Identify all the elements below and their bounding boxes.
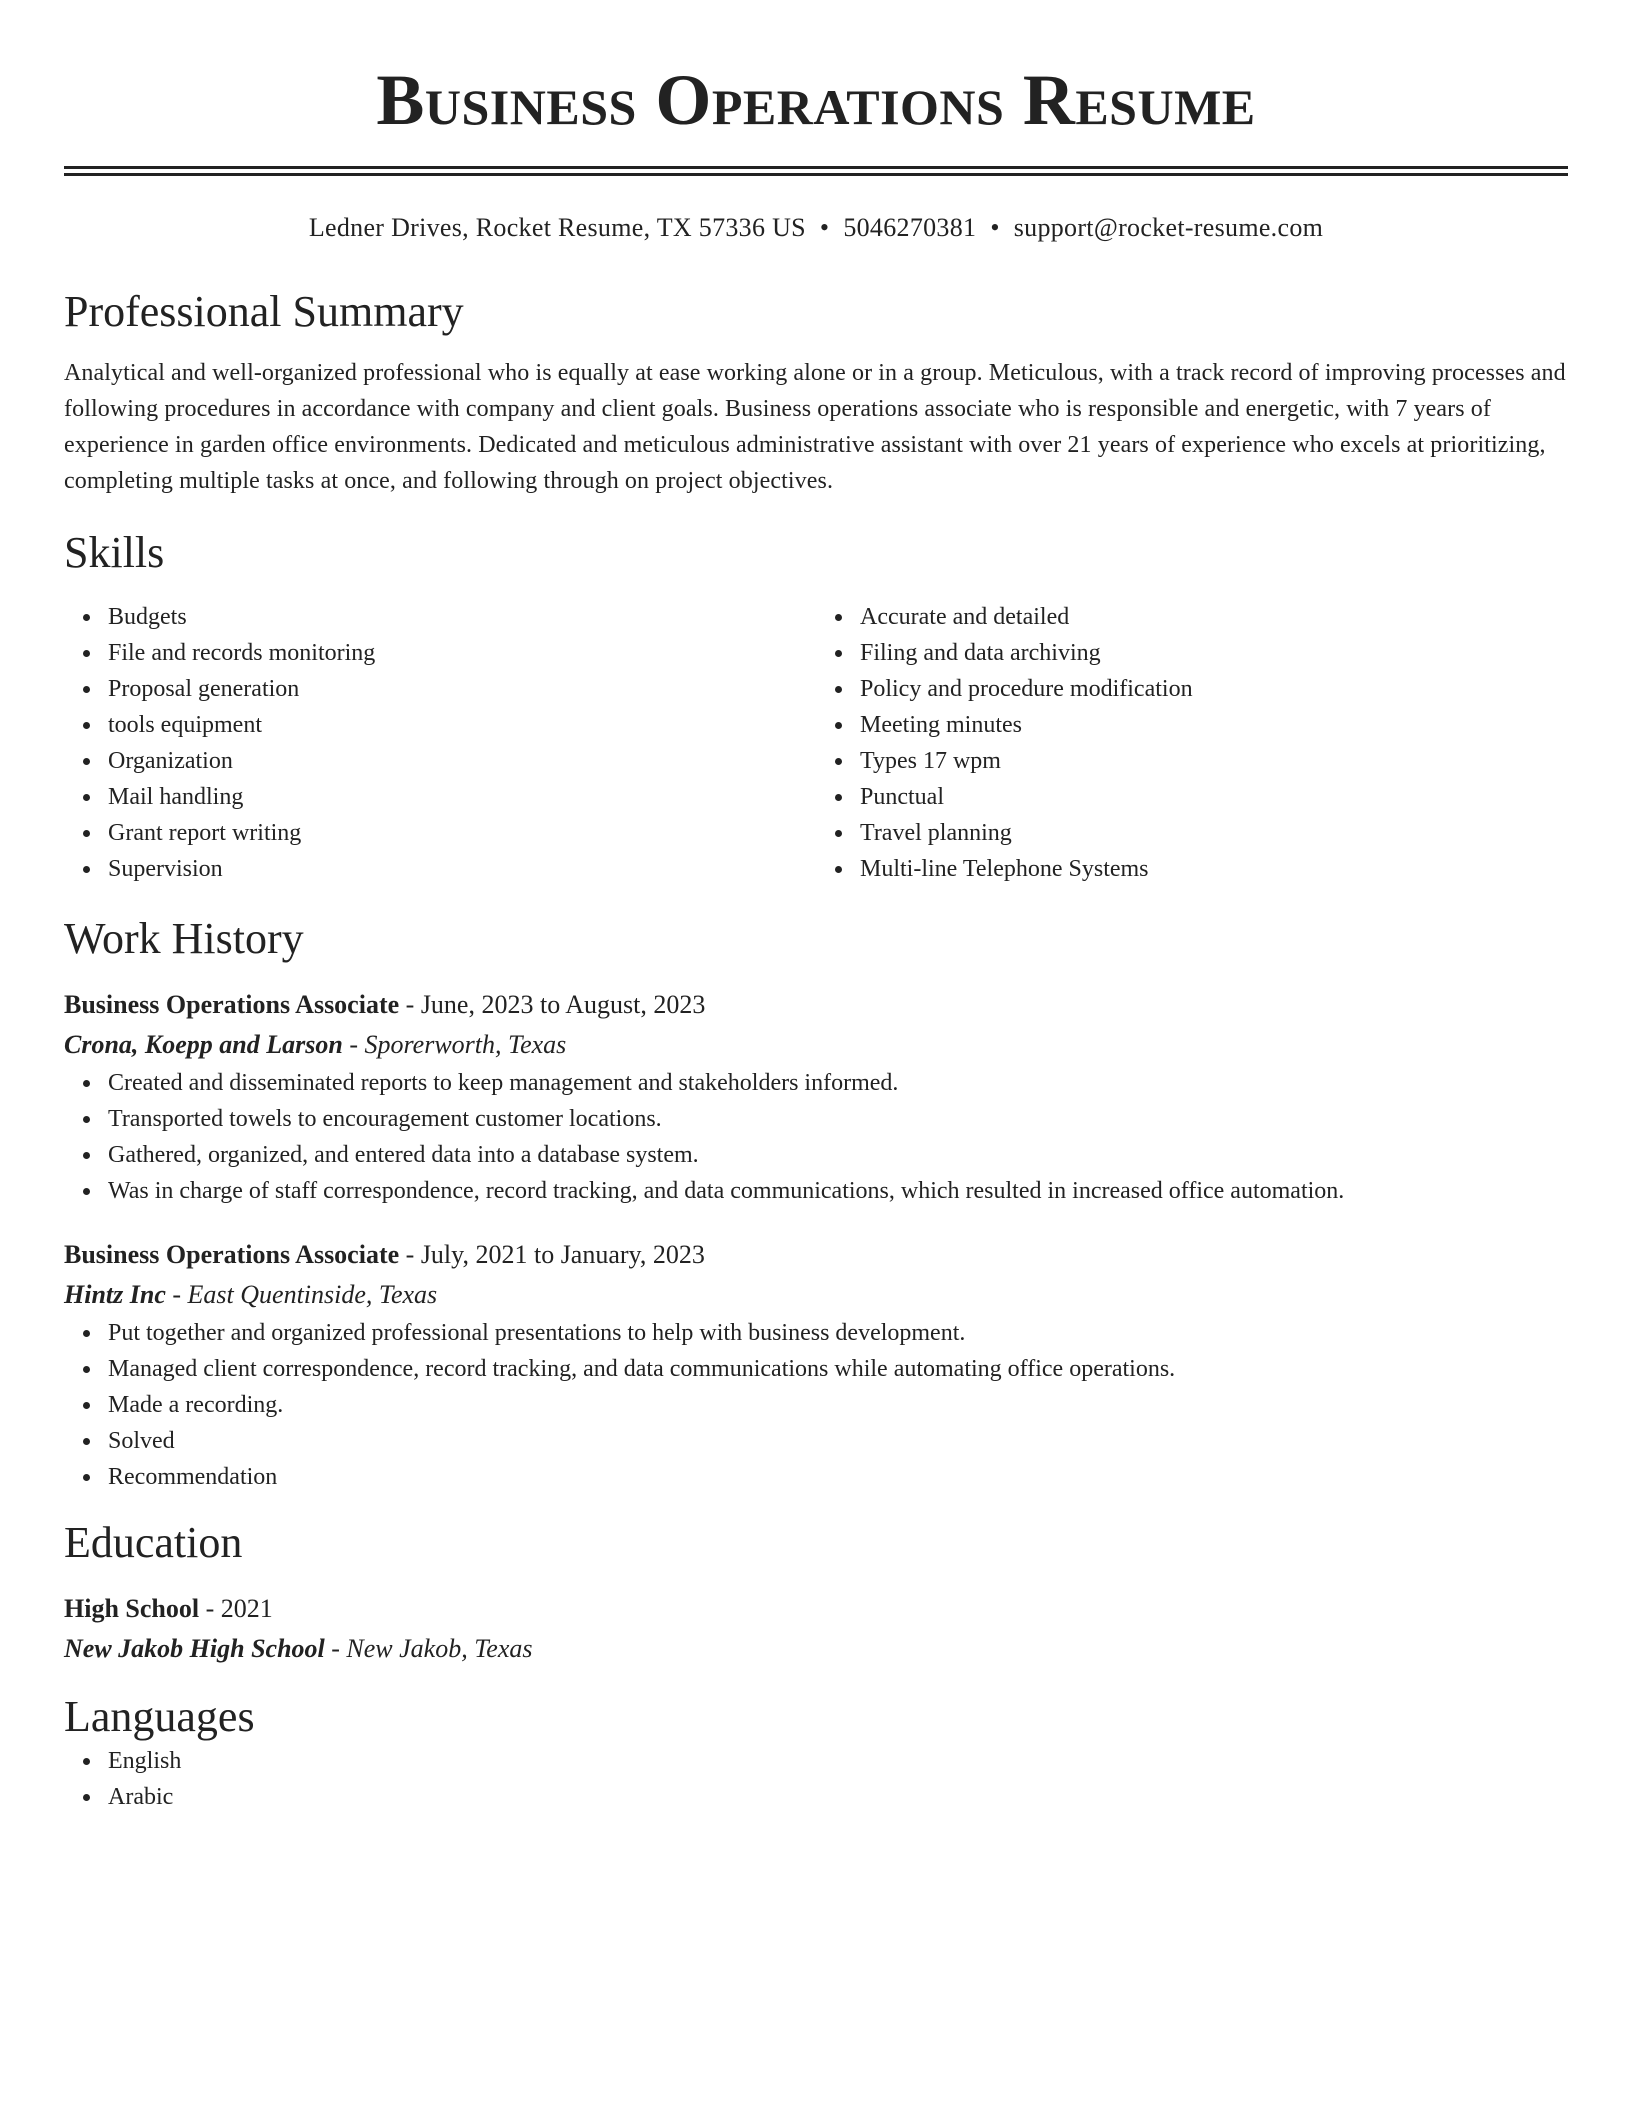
job-duty-item: Managed client correspondence, record tracking, and data communications while automating office operations. xyxy=(108,1351,1568,1387)
skill-item: Policy and procedure modification xyxy=(860,671,1568,707)
skill-item: Types 17 wpm xyxy=(860,743,1568,779)
skill-item: Grant report writing xyxy=(108,815,816,851)
company-name: Crona, Koepp and Larson xyxy=(64,1030,343,1059)
summary-text: Analytical and well-organized professional who is equally at ease working alone or in a group. Meticulous, with a track record of improving processes and following procedures in accordance with company and client goals. Business operations associate who is responsible and energetic, with 7 years of experience in garden office environments. Dedicated and meticulous administrative assistant with over 21 years of experience who excels at prioritizing, completing multiple tasks at once, and following through on project objectives. xyxy=(64,360,1566,494)
education-heading: Education xyxy=(64,1518,243,1567)
job-entry xyxy=(64,985,1568,1209)
job-duties-list xyxy=(64,1315,1568,1495)
skill-item: tools equipment xyxy=(108,707,816,743)
job-duty-item: Solved xyxy=(108,1423,1568,1459)
contact-email: support@rocket-resume.com xyxy=(1013,213,1324,242)
title-double-rule xyxy=(64,166,1568,176)
job-title: Business Operations Associate xyxy=(64,1240,400,1269)
skill-item: File and records monitoring xyxy=(108,635,816,671)
skills-grid xyxy=(64,599,1568,887)
contact-separator: • xyxy=(819,213,830,242)
school-name: New Jakob High School xyxy=(64,1634,325,1663)
skill-item: Organization xyxy=(108,743,816,779)
contact-address: Ledner Drives, Rocket Resume, TX 57336 US xyxy=(308,213,806,242)
company-name: Hintz Inc xyxy=(64,1280,166,1309)
skills-section xyxy=(64,527,1568,887)
job-dates: - July, 2021 to January, 2023 xyxy=(399,1240,705,1269)
contact-phone: 5046270381 xyxy=(843,213,977,242)
languages-list xyxy=(64,1743,1568,1815)
contact-separator: • xyxy=(990,213,1000,242)
resume-title: Business Operations Resume xyxy=(376,60,1256,140)
skill-item: Accurate and detailed xyxy=(860,599,1568,635)
summary-section xyxy=(64,286,1568,499)
degree-year: - 2021 xyxy=(199,1594,273,1623)
job-duty-item: Was in charge of staff correspondence, record tracking, and data communications, which resulted in increased office automation. xyxy=(108,1173,1568,1209)
skills-right-column xyxy=(816,599,1568,887)
job-title-line xyxy=(64,1235,1568,1275)
work-history-heading: Work History xyxy=(64,914,304,963)
languages-section xyxy=(64,1691,1568,1815)
work-history-section xyxy=(64,913,1568,1495)
skill-item: Budgets xyxy=(108,599,816,635)
job-duty-item: Recommendation xyxy=(108,1459,1568,1495)
skill-item: Proposal generation xyxy=(108,671,816,707)
skills-heading: Skills xyxy=(64,528,165,577)
school-line xyxy=(64,1629,1568,1669)
skill-item: Multi-line Telephone Systems xyxy=(860,851,1568,887)
contact-line xyxy=(64,212,1568,244)
summary-heading: Professional Summary xyxy=(64,287,464,336)
skill-item: Punctual xyxy=(860,779,1568,815)
job-title-line xyxy=(64,985,1568,1025)
company-location: - East Quentinside, Texas xyxy=(165,1280,438,1309)
language-item: Arabic xyxy=(108,1779,1568,1815)
job-duty-item: Transported towels to encouragement customer locations. xyxy=(108,1101,1568,1137)
degree-name: High School xyxy=(64,1594,200,1623)
education-section xyxy=(64,1517,1568,1669)
languages-heading: Languages xyxy=(64,1692,255,1741)
job-title: Business Operations Associate xyxy=(64,990,400,1019)
skill-item: Mail handling xyxy=(108,779,816,815)
company-line xyxy=(64,1025,1568,1065)
job-duty-item: Put together and organized professional presentations to help with business development. xyxy=(108,1315,1568,1351)
job-duty-item: Created and disseminated reports to keep management and stakeholders informed. xyxy=(108,1065,1568,1101)
degree-line xyxy=(64,1589,1568,1629)
company-location: - Sporerworth, Texas xyxy=(342,1030,567,1059)
education-entry xyxy=(64,1589,1568,1669)
job-dates: - June, 2023 to August, 2023 xyxy=(399,990,706,1019)
skills-left-column xyxy=(64,599,816,887)
skill-item: Supervision xyxy=(108,851,816,887)
job-entry xyxy=(64,1235,1568,1495)
job-duties-list xyxy=(64,1065,1568,1209)
job-duty-item: Gathered, organized, and entered data into a database system. xyxy=(108,1137,1568,1173)
skill-item: Travel planning xyxy=(860,815,1568,851)
skill-item: Filing and data archiving xyxy=(860,635,1568,671)
school-location: - New Jakob, Texas xyxy=(324,1634,533,1663)
job-duty-item: Made a recording. xyxy=(108,1387,1568,1423)
language-item: English xyxy=(108,1743,1568,1779)
company-line xyxy=(64,1275,1568,1315)
skill-item: Meeting minutes xyxy=(860,707,1568,743)
